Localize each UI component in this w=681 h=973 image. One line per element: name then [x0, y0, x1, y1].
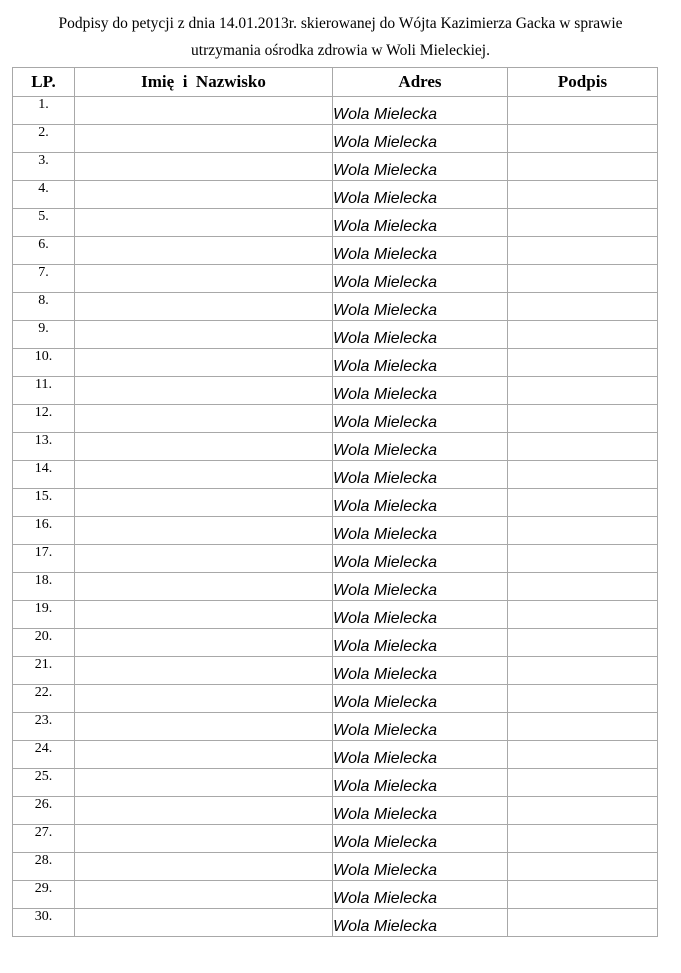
signature-cell[interactable]	[508, 881, 658, 909]
row-number: 5.	[13, 209, 75, 237]
row-number: 25.	[13, 769, 75, 797]
row-number: 4.	[13, 181, 75, 209]
table-row	[13, 545, 658, 573]
table-row	[13, 433, 658, 461]
address-cell: Wola Mielecka	[333, 825, 508, 853]
signature-cell[interactable]	[508, 741, 658, 769]
row-number: 17.	[13, 545, 75, 573]
signature-cell[interactable]	[508, 321, 658, 349]
table-row	[13, 125, 658, 153]
name-cell[interactable]	[75, 601, 333, 629]
address-cell: Wola Mielecka	[333, 181, 508, 209]
row-number: 13.	[13, 433, 75, 461]
address-cell: Wola Mielecka	[333, 153, 508, 181]
row-number: 8.	[13, 293, 75, 321]
row-number: 27.	[13, 825, 75, 853]
signature-cell[interactable]	[508, 181, 658, 209]
table-row	[13, 405, 658, 433]
table-row	[13, 97, 658, 125]
address-cell: Wola Mielecka	[333, 405, 508, 433]
signature-cell[interactable]	[508, 209, 658, 237]
row-number: 6.	[13, 237, 75, 265]
name-cell[interactable]	[75, 293, 333, 321]
row-number: 3.	[13, 153, 75, 181]
table-row	[13, 265, 658, 293]
name-cell[interactable]	[75, 853, 333, 881]
name-cell[interactable]	[75, 517, 333, 545]
address-cell: Wola Mielecka	[333, 517, 508, 545]
table-row	[13, 629, 658, 657]
name-cell[interactable]	[75, 433, 333, 461]
table-row	[13, 237, 658, 265]
row-number: 1.	[13, 97, 75, 125]
signature-cell[interactable]	[508, 265, 658, 293]
name-cell[interactable]	[75, 265, 333, 293]
address-cell: Wola Mielecka	[333, 97, 508, 125]
header-line-1: Podpisy do petycji z dnia 14.01.2013r. skierowanej do Wójta Kazimierza Gacka w sprawie	[58, 15, 623, 32]
table-row	[13, 517, 658, 545]
address-cell: Wola Mielecka	[333, 377, 508, 405]
name-cell[interactable]	[75, 377, 333, 405]
signature-cell[interactable]	[508, 293, 658, 321]
signature-cell[interactable]	[508, 405, 658, 433]
table-row	[13, 293, 658, 321]
row-number: 30.	[13, 909, 75, 937]
signature-table	[12, 67, 658, 937]
signature-cell[interactable]	[508, 461, 658, 489]
name-cell[interactable]	[75, 685, 333, 713]
name-cell[interactable]	[75, 825, 333, 853]
document-header	[0, 10, 681, 64]
table-row	[13, 321, 658, 349]
name-cell[interactable]	[75, 97, 333, 125]
name-cell[interactable]	[75, 181, 333, 209]
signature-cell[interactable]	[508, 125, 658, 153]
row-number: 12.	[13, 405, 75, 433]
column-header-address: Adres	[333, 68, 508, 97]
table-body	[13, 97, 658, 937]
signature-cell[interactable]	[508, 685, 658, 713]
signature-cell[interactable]	[508, 629, 658, 657]
address-cell: Wola Mielecka	[333, 657, 508, 685]
table-row	[13, 377, 658, 405]
name-cell[interactable]	[75, 657, 333, 685]
address-cell: Wola Mielecka	[333, 545, 508, 573]
name-cell[interactable]	[75, 321, 333, 349]
signature-cell[interactable]	[508, 237, 658, 265]
table-row	[13, 769, 658, 797]
table-row	[13, 825, 658, 853]
column-header-signature: Podpis	[508, 68, 658, 97]
address-cell: Wola Mielecka	[333, 713, 508, 741]
name-cell[interactable]	[75, 489, 333, 517]
signature-cell[interactable]	[508, 713, 658, 741]
signature-cell[interactable]	[508, 517, 658, 545]
table-row	[13, 181, 658, 209]
address-cell: Wola Mielecka	[333, 433, 508, 461]
address-cell: Wola Mielecka	[333, 573, 508, 601]
signature-cell[interactable]	[508, 853, 658, 881]
address-cell: Wola Mielecka	[333, 741, 508, 769]
signature-cell[interactable]	[508, 909, 658, 937]
signature-cell[interactable]	[508, 545, 658, 573]
address-cell: Wola Mielecka	[333, 349, 508, 377]
row-number: 28.	[13, 853, 75, 881]
address-cell: Wola Mielecka	[333, 265, 508, 293]
signature-cell[interactable]	[508, 153, 658, 181]
row-number: 20.	[13, 629, 75, 657]
name-cell[interactable]	[75, 713, 333, 741]
row-number: 14.	[13, 461, 75, 489]
table-row	[13, 741, 658, 769]
address-cell: Wola Mielecka	[333, 601, 508, 629]
table-row	[13, 685, 658, 713]
table-row	[13, 713, 658, 741]
row-number: 10.	[13, 349, 75, 377]
row-number: 11.	[13, 377, 75, 405]
row-number: 29.	[13, 881, 75, 909]
table-row	[13, 601, 658, 629]
signature-cell[interactable]	[508, 573, 658, 601]
signature-cell[interactable]	[508, 377, 658, 405]
address-cell: Wola Mielecka	[333, 909, 508, 937]
name-cell[interactable]	[75, 125, 333, 153]
table-header	[13, 68, 658, 97]
table-row	[13, 461, 658, 489]
row-number: 23.	[13, 713, 75, 741]
row-number: 18.	[13, 573, 75, 601]
name-cell[interactable]	[75, 797, 333, 825]
address-cell: Wola Mielecka	[333, 293, 508, 321]
name-cell[interactable]	[75, 545, 333, 573]
column-header-name: Imię i Nazwisko	[75, 68, 333, 97]
address-cell: Wola Mielecka	[333, 853, 508, 881]
header-line-2: utrzymania ośrodka zdrowia w Woli Mieleckiej.	[191, 42, 490, 59]
signature-cell[interactable]	[508, 657, 658, 685]
header-row	[13, 68, 658, 97]
row-number: 7.	[13, 265, 75, 293]
name-cell[interactable]	[75, 405, 333, 433]
address-cell: Wola Mielecka	[333, 321, 508, 349]
signature-cell[interactable]	[508, 601, 658, 629]
row-number: 19.	[13, 601, 75, 629]
name-cell[interactable]	[75, 209, 333, 237]
signature-cell[interactable]	[508, 489, 658, 517]
name-cell[interactable]	[75, 461, 333, 489]
signature-cell[interactable]	[508, 769, 658, 797]
name-cell[interactable]	[75, 881, 333, 909]
row-number: 15.	[13, 489, 75, 517]
table-row	[13, 797, 658, 825]
name-cell[interactable]	[75, 153, 333, 181]
address-cell: Wola Mielecka	[333, 237, 508, 265]
address-cell: Wola Mielecka	[333, 489, 508, 517]
address-cell: Wola Mielecka	[333, 209, 508, 237]
table-row	[13, 489, 658, 517]
table-row	[13, 349, 658, 377]
table-row	[13, 853, 658, 881]
row-number: 21.	[13, 657, 75, 685]
name-cell[interactable]	[75, 237, 333, 265]
table-row	[13, 881, 658, 909]
name-cell[interactable]	[75, 629, 333, 657]
table-row	[13, 209, 658, 237]
address-cell: Wola Mielecka	[333, 125, 508, 153]
address-cell: Wola Mielecka	[333, 629, 508, 657]
signature-cell[interactable]	[508, 433, 658, 461]
row-number: 26.	[13, 797, 75, 825]
signature-cell[interactable]	[508, 797, 658, 825]
address-cell: Wola Mielecka	[333, 881, 508, 909]
address-cell: Wola Mielecka	[333, 769, 508, 797]
row-number: 16.	[13, 517, 75, 545]
name-cell[interactable]	[75, 349, 333, 377]
column-header-lp: LP.	[13, 68, 75, 97]
signature-cell[interactable]	[508, 349, 658, 377]
row-number: 2.	[13, 125, 75, 153]
name-cell[interactable]	[75, 573, 333, 601]
address-cell: Wola Mielecka	[333, 461, 508, 489]
row-number: 24.	[13, 741, 75, 769]
row-number: 9.	[13, 321, 75, 349]
table-row	[13, 573, 658, 601]
address-cell: Wola Mielecka	[333, 685, 508, 713]
name-cell[interactable]	[75, 769, 333, 797]
table-row	[13, 153, 658, 181]
name-cell[interactable]	[75, 741, 333, 769]
signature-cell[interactable]	[508, 825, 658, 853]
signature-cell[interactable]	[508, 97, 658, 125]
row-number: 22.	[13, 685, 75, 713]
name-cell[interactable]	[75, 909, 333, 937]
table-row	[13, 909, 658, 937]
table-row	[13, 657, 658, 685]
address-cell: Wola Mielecka	[333, 797, 508, 825]
